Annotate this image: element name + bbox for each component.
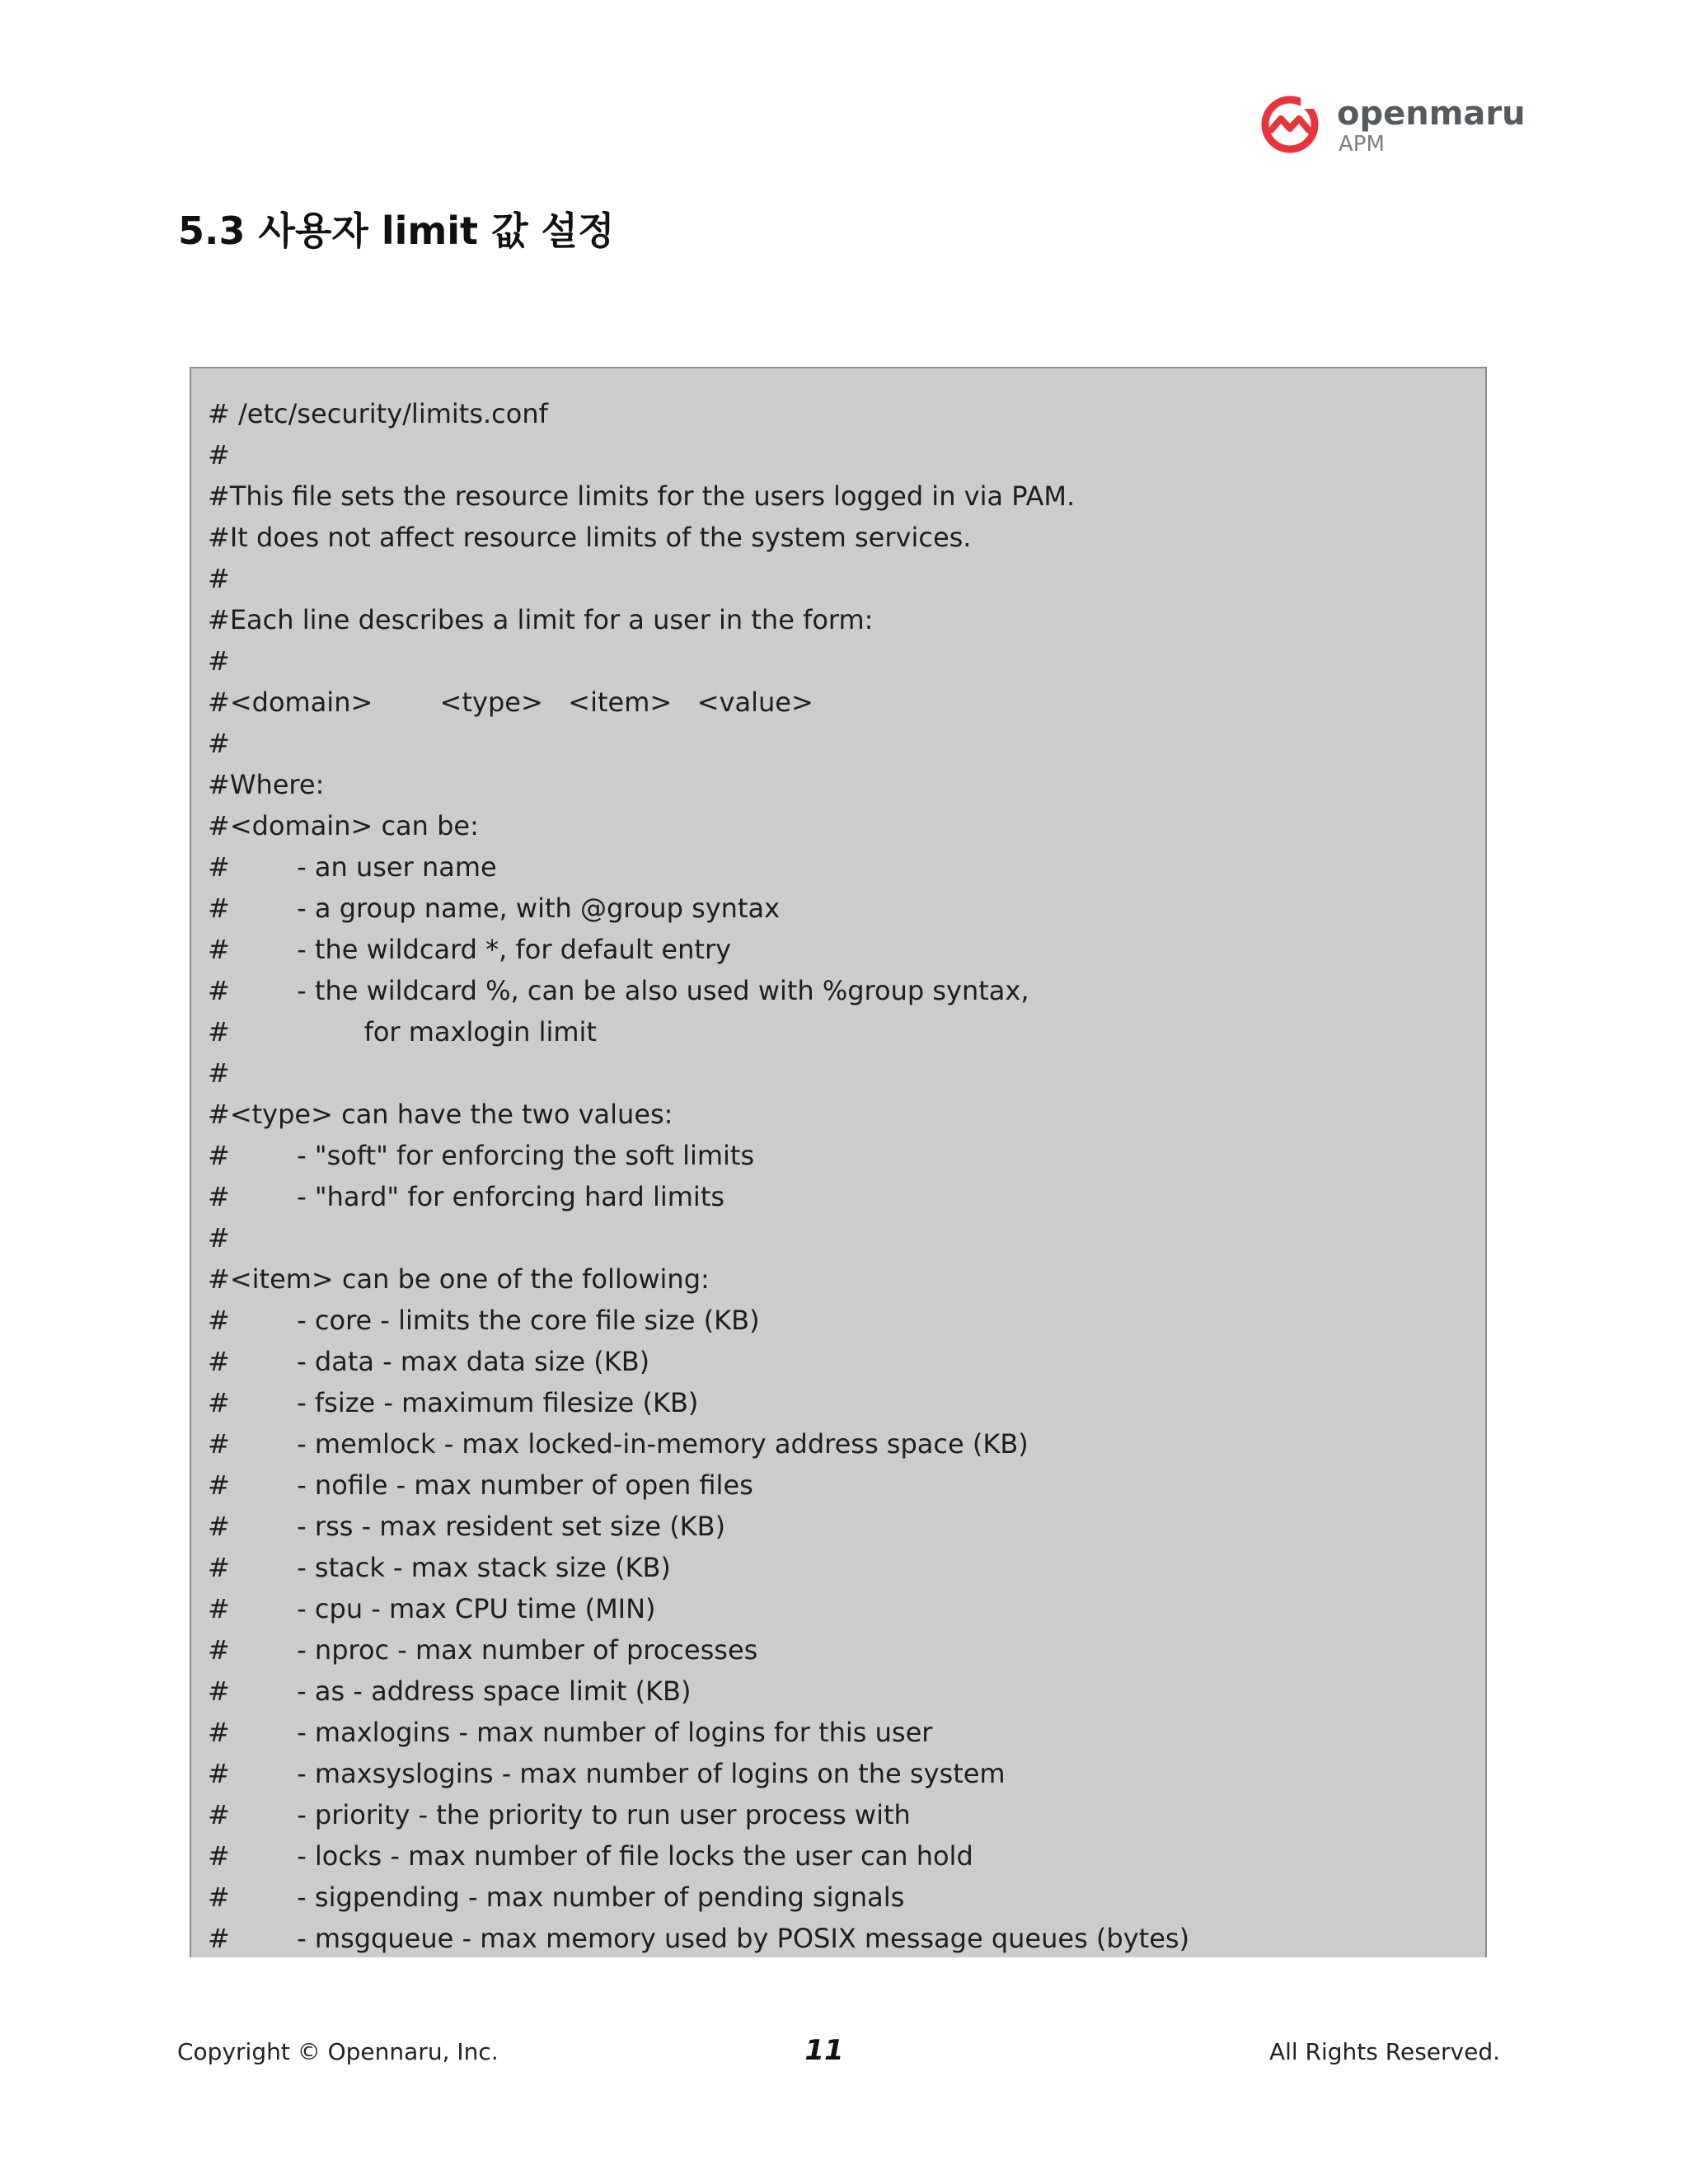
code-line: #<domain> <type> <item> <value> bbox=[208, 687, 814, 718]
footer-rights: All Rights Reserved. bbox=[1268, 2038, 1500, 2065]
code-line: #Where: bbox=[208, 769, 325, 800]
code-line: # - "hard" for enforcing hard limits bbox=[208, 1181, 725, 1212]
code-line: # bbox=[208, 728, 230, 759]
code-line: # - priority - the priority to run user process with bbox=[208, 1799, 911, 1830]
code-line: # - data - max data size (KB) bbox=[208, 1346, 650, 1377]
code-line: # - msgqueue - max memory used by POSIX message queues (bytes) bbox=[208, 1923, 1190, 1954]
openmaru-logo-icon bbox=[1259, 94, 1320, 155]
code-line: # - nofile - max number of open files bbox=[208, 1469, 753, 1501]
code-line: # - cpu - max CPU time (MIN) bbox=[208, 1593, 656, 1624]
code-line: # /etc/security/limits.conf bbox=[208, 398, 548, 429]
code-line: # - memlock - max locked-in-memory address space (KB) bbox=[208, 1428, 1029, 1460]
code-line: # - sigpending - max number of pending signals bbox=[208, 1882, 905, 1913]
footer-copyright: Copyright © Opennaru, Inc. bbox=[177, 2038, 499, 2065]
code-line: #This file sets the resource limits for the users logged in via PAM. bbox=[208, 480, 1076, 512]
logo-sub-text: APM bbox=[1339, 132, 1385, 157]
code-line: # - rss - max resident set size (KB) bbox=[208, 1511, 726, 1542]
code-line: # bbox=[208, 563, 230, 594]
code-line: # - an user name bbox=[208, 851, 497, 883]
code-line: # bbox=[208, 1057, 230, 1089]
code-line: # - maxlogins - max number of logins for this user bbox=[208, 1717, 933, 1748]
code-line: # - fsize - maximum filesize (KB) bbox=[208, 1387, 699, 1418]
code-line: # bbox=[208, 439, 230, 471]
company-logo bbox=[1259, 94, 1526, 160]
code-line: # - nproc - max number of processes bbox=[208, 1634, 758, 1666]
code-line: # - stack - max stack size (KB) bbox=[208, 1552, 671, 1583]
code-line: # - "soft" for enforcing the soft limits bbox=[208, 1140, 755, 1171]
code-line: # bbox=[208, 1222, 230, 1254]
code-line: # - the wildcard *, for default entry bbox=[208, 934, 732, 965]
code-line: # for maxlogin limit bbox=[208, 1016, 597, 1047]
code-line: # - a group name, with @group syntax bbox=[208, 893, 781, 924]
code-line: #It does not affect resource limits of the system services. bbox=[208, 522, 972, 553]
page-number: 11 bbox=[804, 2034, 844, 2067]
code-line: #Each line describes a limit for a user in the form: bbox=[208, 604, 874, 635]
section-title: 5.3 사용자 limit 값 설정 bbox=[178, 209, 615, 253]
code-line: # bbox=[208, 645, 230, 677]
code-line: # - maxsyslogins - max number of logins on the system bbox=[208, 1758, 1006, 1789]
code-line: #<item> can be one of the following: bbox=[208, 1263, 710, 1295]
code-line: #<domain> can be: bbox=[208, 810, 479, 841]
code-line: #<type> can have the two values: bbox=[208, 1099, 673, 1130]
code-lines bbox=[208, 393, 1189, 1957]
code-line: # - as - address space limit (KB) bbox=[208, 1675, 692, 1707]
logo-brand-text: openmaru bbox=[1337, 95, 1526, 133]
code-line: # - core - limits the core file size (KB) bbox=[208, 1305, 760, 1336]
code-line: # - the wildcard %, can be also used with %group syntax, bbox=[208, 975, 1029, 1006]
code-block bbox=[190, 367, 1487, 1957]
code-line: # - locks - max number of file locks the user can hold bbox=[208, 1840, 973, 1872]
